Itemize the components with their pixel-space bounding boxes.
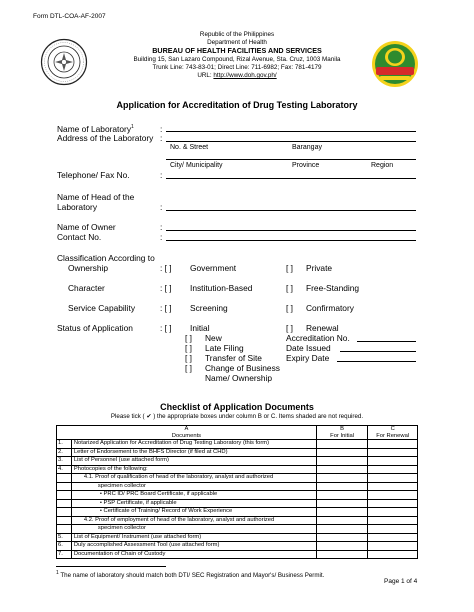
name-ownership-label: Name/ Ownership [205,373,273,383]
checklist-row-number [57,482,72,491]
date-issued-label: Date Issued [286,343,331,353]
for-renewal-checkbox-cell[interactable] [368,465,418,474]
url-label: URL: [197,72,212,79]
checklist-row [57,516,418,525]
confirmatory-checkbox[interactable]: [ ] [286,303,293,313]
column-a-header: A Documents [57,426,317,440]
for-renewal-checkbox-cell[interactable] [368,508,418,517]
header-line1: Republic of the Philippines [199,31,275,38]
checklist-row-number: 7. [57,550,72,559]
checklist-row-document: List of Equipment/ Instrument (use attached form) [71,533,316,542]
barangay-caption: Barangay [292,144,322,151]
checklist-row-number [57,499,72,508]
checklist-row-document: Notarized Application for Accreditation of Drug Testing Laboratory (this form) [71,440,316,449]
checklist-row [57,542,418,551]
column-b-header: B For Initial [316,426,367,440]
for-renewal-checkbox-cell[interactable] [368,533,418,542]
bureau-name: BUREAU OF HEALTH FACILITIES AND SERVICES [152,46,322,55]
late-filing-label: Late Filing [205,343,244,353]
head-of-laboratory-field[interactable] [166,210,416,211]
footnote: $^1$ The name of laboratory should match both DTI/ SEC Registration and Mayor's/ Business Permit. [56,570,325,580]
owner-field[interactable] [166,230,416,231]
checklist-row-document: Photocopies of the following: [71,465,316,474]
government-label: Government [190,263,237,273]
checklist-row [57,482,418,491]
transfer-of-site-label: Transfer of Site [205,353,262,363]
for-initial-checkbox-cell[interactable] [316,457,367,466]
address-label: Address of the Laboratory [57,133,154,143]
for-renewal-checkbox-cell[interactable] [368,457,418,466]
province-caption: Province [292,162,320,169]
checklist-row-document: Letter of Endorsement to the BHFS Director (if filed at CHD) [71,448,316,457]
initial-label: Initial [190,323,210,333]
contact-label: Contact No. [57,232,102,242]
for-initial-checkbox-cell[interactable] [316,474,367,483]
for-initial-checkbox-cell[interactable] [316,516,367,525]
name-of-laboratory-label: Name of Laboratory$^1$ [57,124,134,134]
footnote-separator [56,566,166,567]
checklist-row-number: 6. [57,542,72,551]
for-renewal-checkbox-cell[interactable] [368,474,418,483]
checklist-title: Checklist of Application Documents [160,402,314,412]
region-caption: Region [371,162,394,169]
expiry-date-label: Expiry Date [286,353,330,363]
checklist-row-document: Duly accomplished Assessment Tool (use attached form) [71,542,316,551]
form-code: Form DTL-COA-AF-2007 [33,13,106,20]
colon-address: : [160,133,163,143]
for-initial-checkbox-cell[interactable] [316,448,367,457]
colon-name: : [160,124,163,134]
for-initial-checkbox-cell[interactable] [316,508,367,517]
checklist-row-document: Documentation of Chain of Custody [71,550,316,559]
colon-owner: : [160,222,163,232]
for-renewal-checkbox-cell[interactable] [368,516,418,525]
checklist-row-document: • PRC ID/ PRC Board Certificate, if applicable [71,491,316,500]
document-title: Application for Accreditation of Drug Testing Laboratory [116,100,358,110]
private-checkbox[interactable]: [ ] [286,263,293,273]
checklist-row [57,448,418,457]
checklist-row [57,508,418,517]
change-of-business-label: Change of Business [205,363,280,373]
owner-label: Name of Owner [57,222,116,232]
late-filing-checkbox[interactable]: [ ] [185,343,192,353]
for-renewal-checkbox-cell[interactable] [368,525,418,534]
private-label: Private [306,263,333,273]
checklist-row-number: 3. [57,457,72,466]
screening-label: Screening [190,303,228,313]
renewal-label: Renewal [306,323,339,333]
telephone-label: Telephone/ Fax No. [57,170,130,180]
date-issued-field[interactable] [340,351,416,352]
colon-telephone: : [160,170,163,180]
checklist-row [57,525,418,534]
for-initial-checkbox-cell[interactable] [316,499,367,508]
fourmula-one-logo-icon [371,40,419,88]
initial-checkbox[interactable]: : [ ] [160,323,172,333]
institution-based-checkbox[interactable]: : [ ] [160,283,172,293]
checklist-row-number: 2. [57,448,72,457]
contact-field[interactable] [166,240,416,241]
checklist-row [57,474,418,483]
checklist-row-number: 1. [57,440,72,449]
for-initial-checkbox-cell[interactable] [316,542,367,551]
no-street-caption: No. & Street [170,144,209,151]
free-standing-checkbox[interactable]: [ ] [286,283,293,293]
laboratory-name-field[interactable] [166,131,416,132]
accreditation-no-label: Accreditation No. [286,333,350,343]
checklist-row-document: 4.1. Proof of qualification of head of the laboratory, analyst and authorized [71,474,316,483]
transfer-of-site-checkbox[interactable]: [ ] [185,353,192,363]
header-line2: Department of Health [207,39,267,46]
for-renewal-checkbox-cell[interactable] [368,482,418,491]
head-label-line2: Laboratory [57,202,98,212]
checklist-row [57,499,418,508]
institution-based-label: Institution-Based [190,283,253,293]
head-label-line1: Name of Head of the [57,192,135,202]
new-label: New [205,333,222,343]
for-renewal-checkbox-cell[interactable] [368,542,418,551]
checklist-row [57,491,418,500]
page-number: Page 1 of 4 [384,578,418,585]
bureau-address: Building 15, San Lazaro Compound, Rizal Avenue, Sta. Cruz, 1003 Manila [133,56,341,63]
checklist-row-document: 4.2. Proof of employment of head of the laboratory, analyst and authorized [71,516,316,525]
checklist-header-row [57,426,418,440]
checklist-row-number: 5. [57,533,72,542]
checklist-row-number [57,491,72,500]
for-initial-checkbox-cell[interactable] [316,440,367,449]
colon-head: : [160,202,163,212]
checklist-note: Please tick ( ✔ ) the appropriate boxes under column B or C. Items shaded are not required. [110,413,364,420]
checklist-row [57,440,418,449]
checklist-row-number [57,516,72,525]
bureau-phones: Trunk Line: 743-83-01; Direct Line: 711-6982; Fax: 781-4179 [152,64,322,71]
checklist-row-document: • PSP Certificate, if applicable [71,499,316,508]
checklist-row-document: specimen collector [71,482,316,491]
checklist-row [57,533,418,542]
screening-checkbox[interactable]: : [ ] [160,303,172,313]
for-renewal-checkbox-cell[interactable] [368,440,418,449]
checklist-row-document: • Certificate of Training/ Record of Work Experience [71,508,316,517]
checklist-table [56,425,418,559]
free-standing-label: Free-Standing [306,283,360,293]
checklist-row-document: List of Personnel (use attached form) [71,457,316,466]
for-renewal-checkbox-cell[interactable] [368,550,418,559]
renewal-checkbox[interactable]: [ ] [286,323,293,333]
column-c-header: C For Renewal [368,426,418,440]
checklist-row [57,457,418,466]
checklist-row [57,465,418,474]
for-renewal-checkbox-cell[interactable] [368,491,418,500]
for-renewal-checkbox-cell[interactable] [368,448,418,457]
government-checkbox[interactable]: : [ ] [160,263,172,273]
checklist-row-number: 4. [57,465,72,474]
for-renewal-checkbox-cell[interactable] [368,499,418,508]
service-capability-label: Service Capability [68,303,136,313]
ownership-label: Ownership [68,263,109,273]
doh-url-link[interactable]: http://www.doh.gov.ph/ [213,72,277,79]
checklist-row-number [57,508,72,517]
checklist-row [57,550,418,559]
for-initial-checkbox-cell[interactable] [316,465,367,474]
status-label: Status of Application [57,323,133,333]
for-initial-checkbox-cell[interactable] [316,482,367,491]
checklist-row-number [57,474,72,483]
classification-label: Classification According to [57,253,155,263]
for-initial-checkbox-cell[interactable] [316,550,367,559]
character-label: Character [68,283,105,293]
address-street-field[interactable] [166,141,416,142]
new-checkbox[interactable]: [ ] [185,333,192,343]
for-initial-checkbox-cell[interactable] [316,533,367,542]
telephone-field[interactable] [166,178,416,179]
for-initial-checkbox-cell[interactable] [316,525,367,534]
confirmatory-label: Confirmatory [306,303,354,313]
checklist-row-number [57,525,72,534]
colon-contact: : [160,232,163,242]
address-city-field[interactable] [166,159,416,160]
for-initial-checkbox-cell[interactable] [316,491,367,500]
expiry-date-field[interactable] [337,361,416,362]
checklist-row-document: specimen collector [71,525,316,534]
accreditation-no-field[interactable] [357,341,416,342]
city-caption: City/ Municipality [170,162,223,169]
change-of-business-checkbox[interactable]: [ ] [185,363,192,373]
